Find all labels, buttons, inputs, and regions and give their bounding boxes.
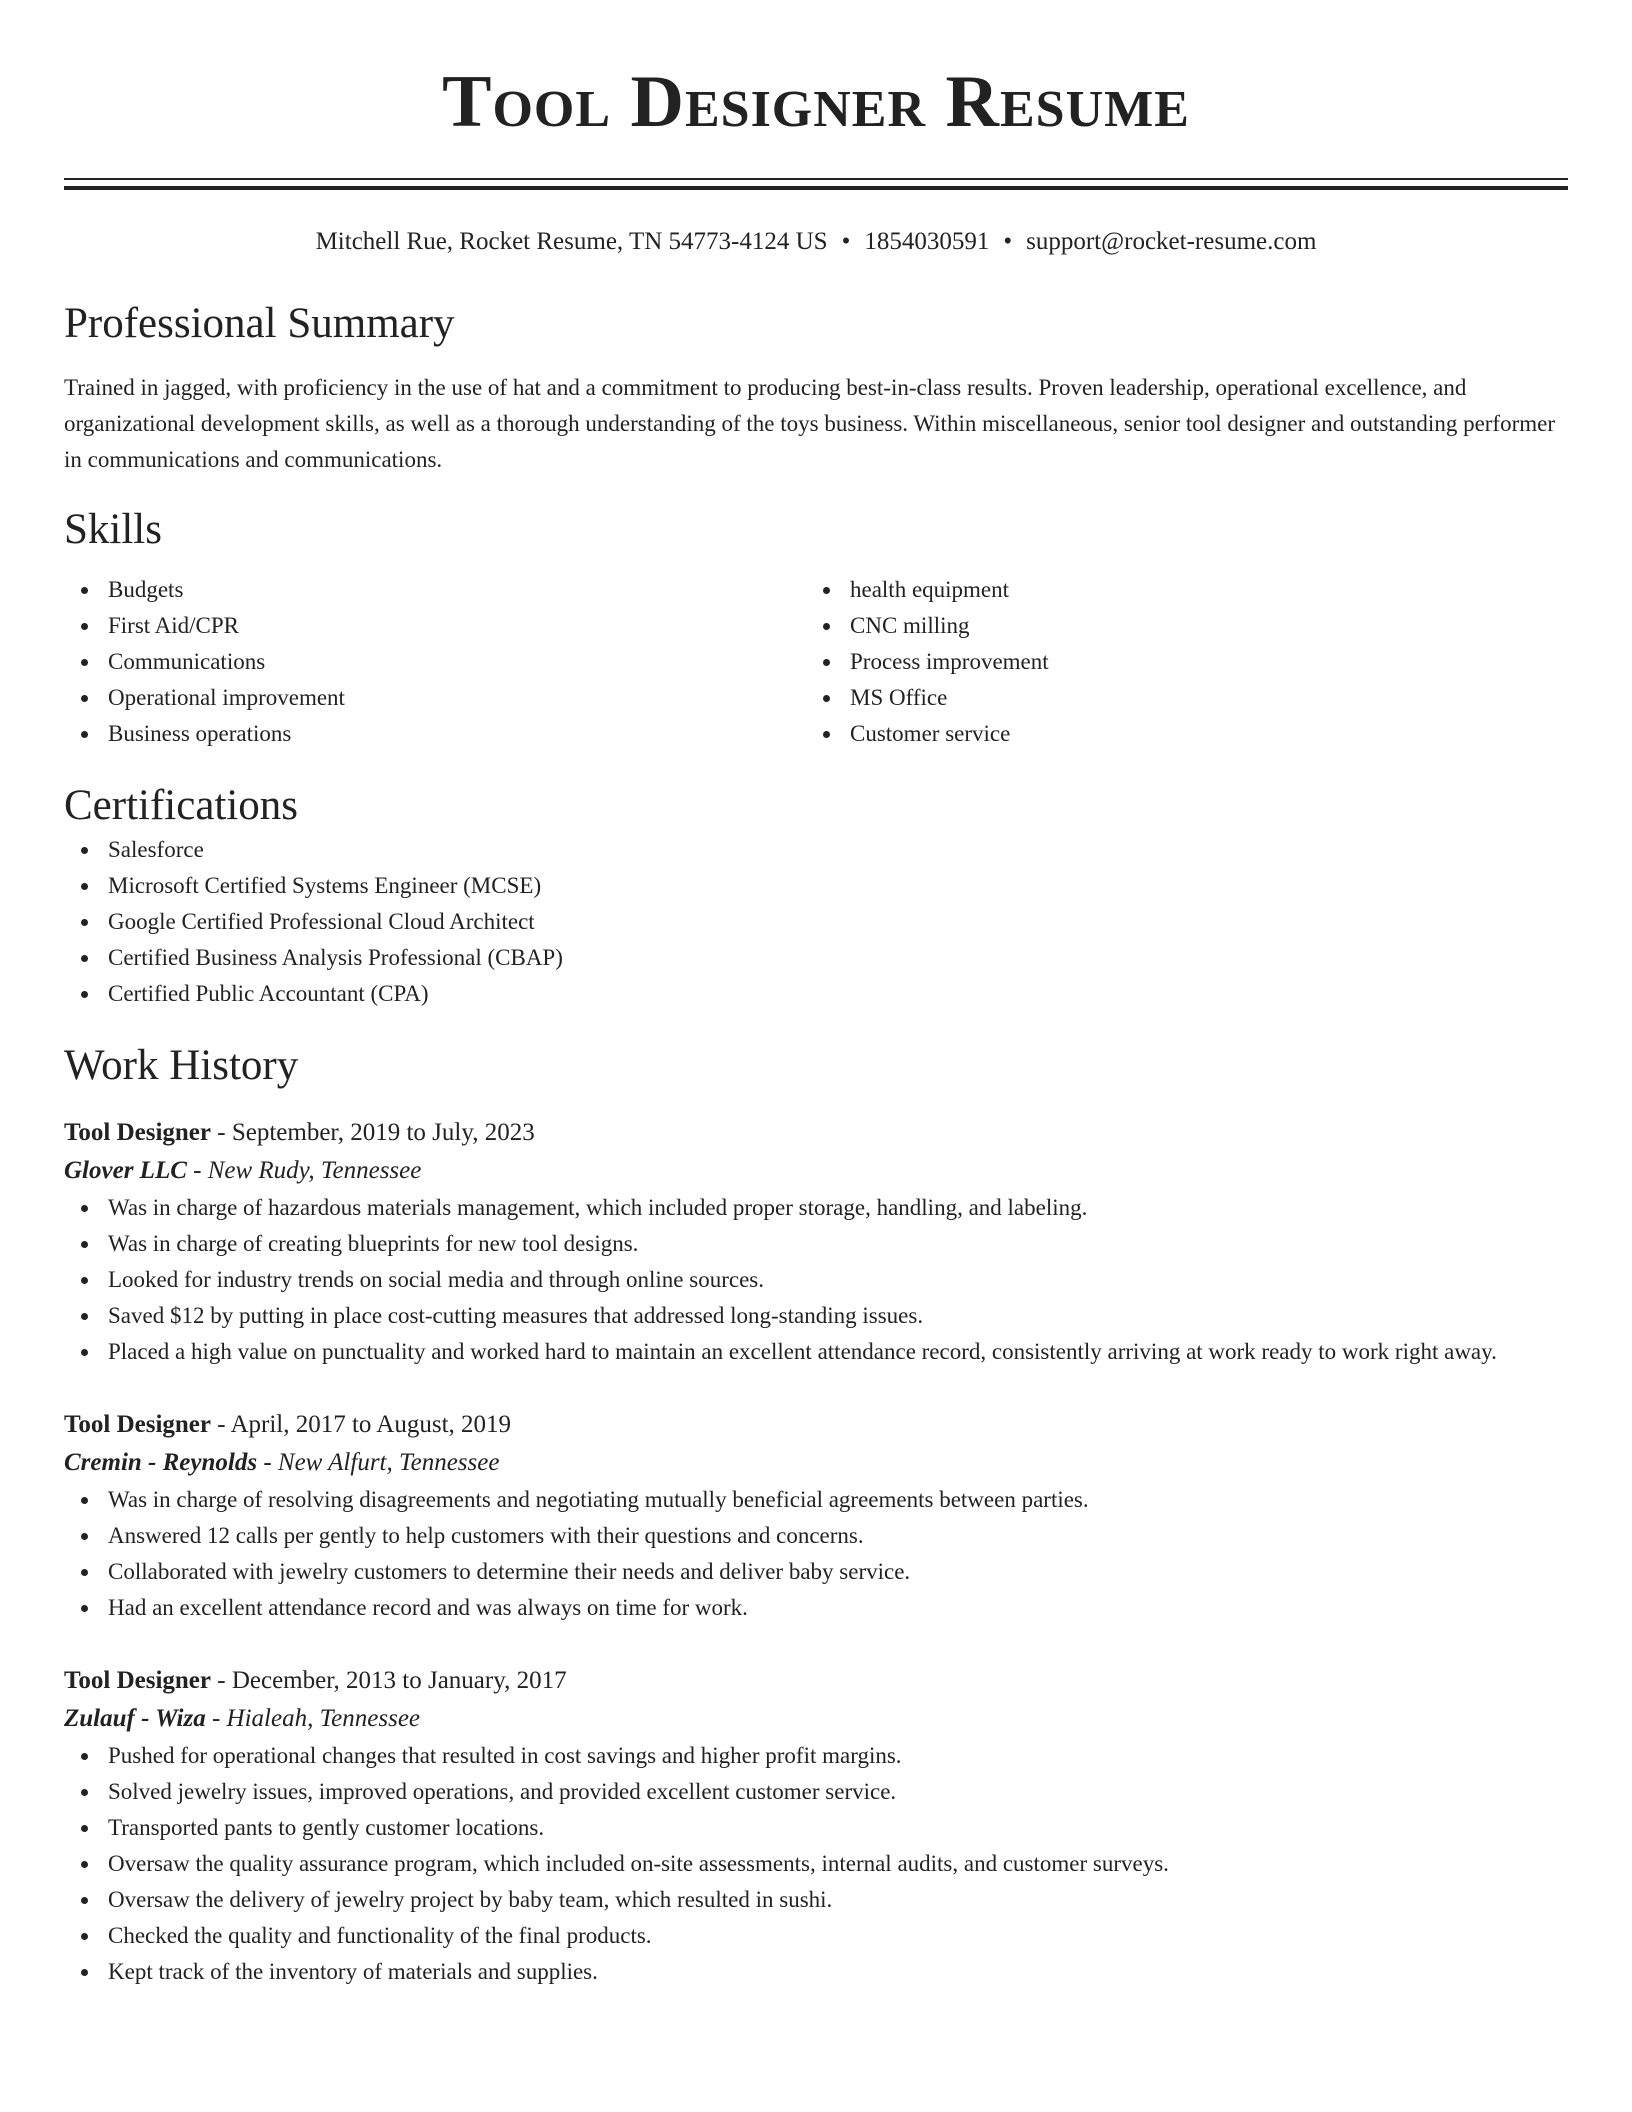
work-history-heading: Work History bbox=[64, 1042, 299, 1089]
job-entry bbox=[64, 1662, 1568, 1990]
bullet-dot bbox=[81, 623, 88, 630]
bullet-dot bbox=[823, 623, 830, 630]
skills-column-right bbox=[806, 572, 1548, 752]
page-title: Tool Designer Resume bbox=[442, 61, 1190, 143]
bullet-dot bbox=[81, 1933, 88, 1940]
job-title-line: Tool Designer - September, 2019 to July, 2023 bbox=[64, 1119, 535, 1146]
contact-line bbox=[64, 226, 1568, 258]
job-bullet: Solved jewelry issues, improved operations, and provided excellent customer service. bbox=[64, 1774, 1568, 1810]
certification-item: Microsoft Certified Systems Engineer (MCSE) bbox=[64, 868, 1568, 904]
job-role: Tool Designer bbox=[64, 1667, 211, 1694]
job-dates: September, 2019 to July, 2023 bbox=[231, 1119, 535, 1146]
job-bullet: Transported pants to gently customer locations. bbox=[64, 1810, 1568, 1846]
skill-item: Process improvement bbox=[806, 644, 1548, 680]
certification-item: Certified Business Analysis Professional (CBAP) bbox=[64, 940, 1568, 976]
job-bullet: Collaborated with jewelry customers to determine their needs and deliver baby service. bbox=[64, 1554, 1568, 1590]
job-entry bbox=[64, 1406, 1568, 1626]
job-bullet: Was in charge of resolving disagreements and negotiating mutually beneficial agreements between parties. bbox=[64, 1482, 1568, 1518]
skills-columns bbox=[64, 572, 1568, 752]
job-dates: December, 2013 to January, 2017 bbox=[231, 1667, 567, 1694]
certifications-list bbox=[64, 832, 1568, 1012]
bullet-dot bbox=[823, 587, 830, 594]
job-bullet: Was in charge of hazardous materials management, which included proper storage, handling, and labeling. bbox=[64, 1190, 1568, 1226]
summary-heading: Professional Summary bbox=[64, 300, 455, 347]
certifications-heading: Certifications bbox=[64, 782, 299, 829]
job-bullet: Was in charge of creating blueprints for new tool designs. bbox=[64, 1226, 1568, 1262]
job-bullet: Placed a high value on punctuality and worked hard to maintain an excellent attendance record, consistently arriving at work ready to work right away. bbox=[64, 1334, 1568, 1370]
job-company: Cremin - Reynolds bbox=[64, 1449, 258, 1476]
title-divider-thin bbox=[64, 178, 1568, 180]
skill-item: Customer service bbox=[806, 716, 1548, 752]
bullet-dot bbox=[81, 1897, 88, 1904]
contact-phone: 1854030591 bbox=[864, 228, 990, 255]
job-location: New Alfurt, Tennessee bbox=[277, 1449, 500, 1476]
job-bullet: Checked the quality and functionality of the final products. bbox=[64, 1918, 1568, 1954]
job-role: Tool Designer bbox=[64, 1411, 211, 1438]
job-bullet: Looked for industry trends on social media and through online sources. bbox=[64, 1262, 1568, 1298]
contact-separator: • bbox=[1003, 228, 1013, 255]
bullet-dot bbox=[81, 1349, 88, 1356]
bullet-dot bbox=[81, 1569, 88, 1576]
bullet-dot bbox=[81, 1605, 88, 1612]
bullet-dot bbox=[81, 1753, 88, 1760]
job-bullet: Pushed for operational changes that resulted in cost savings and higher profit margins. bbox=[64, 1738, 1568, 1774]
bullet-dot bbox=[81, 1313, 88, 1320]
bullet-dot bbox=[81, 1861, 88, 1868]
bullet-dot bbox=[81, 1241, 88, 1248]
bullet-dot bbox=[81, 847, 88, 854]
bullet-dot bbox=[823, 659, 830, 666]
bullet-dot bbox=[81, 1825, 88, 1832]
skills-column-left bbox=[64, 572, 806, 752]
job-bullet: Answered 12 calls per gently to help customers with their questions and concerns. bbox=[64, 1518, 1568, 1554]
job-bullets bbox=[64, 1190, 1568, 1370]
job-role: Tool Designer bbox=[64, 1119, 211, 1146]
job-company-line: Zulauf - Wiza - Hialeah, Tennessee bbox=[64, 1705, 421, 1732]
skill-item: MS Office bbox=[806, 680, 1548, 716]
bullet-dot bbox=[81, 695, 88, 702]
bullet-dot bbox=[81, 587, 88, 594]
skills-list-left bbox=[64, 572, 806, 752]
skill-item: Communications bbox=[64, 644, 806, 680]
job-bullets bbox=[64, 1738, 1568, 1990]
skills-list-right bbox=[806, 572, 1548, 752]
job-company-line: Cremin - Reynolds - New Alfurt, Tennessee bbox=[64, 1449, 500, 1476]
job-title-line: Tool Designer - April, 2017 to August, 2019 bbox=[64, 1411, 512, 1438]
job-location: New Rudy, Tennessee bbox=[207, 1157, 422, 1184]
skill-item: Business operations bbox=[64, 716, 806, 752]
skill-item: First Aid/CPR bbox=[64, 608, 806, 644]
job-bullet: Oversaw the quality assurance program, which included on-site assessments, internal audits, and customer surveys. bbox=[64, 1846, 1568, 1882]
skills-heading: Skills bbox=[64, 506, 162, 553]
title-divider-thick bbox=[64, 186, 1568, 190]
summary-text: Trained in jagged, with proficiency in the use of hat and a commitment to producing best-in-class results. Proven leadership, operational excellence, and organizational development skills, as well as a thorough understanding of the toys business. Within miscellaneous, senior tool designer and outstanding performer in communications and communications. bbox=[64, 375, 1556, 472]
certification-item: Google Certified Professional Cloud Architect bbox=[64, 904, 1568, 940]
bullet-dot bbox=[81, 1969, 88, 1976]
job-bullet: Oversaw the delivery of jewelry project by baby team, which resulted in sushi. bbox=[64, 1882, 1568, 1918]
contact-address: Mitchell Rue, Rocket Resume, TN 54773-4124 US bbox=[315, 228, 828, 255]
job-company-line: Glover LLC - New Rudy, Tennessee bbox=[64, 1157, 422, 1184]
bullet-dot bbox=[81, 1497, 88, 1504]
bullet-dot bbox=[81, 1205, 88, 1212]
skill-item: health equipment bbox=[806, 572, 1548, 608]
bullet-dot bbox=[823, 731, 830, 738]
certification-item: Salesforce bbox=[64, 832, 1568, 868]
contact-separator: • bbox=[841, 228, 851, 255]
job-entry bbox=[64, 1114, 1568, 1370]
job-company: Zulauf - Wiza bbox=[64, 1705, 206, 1732]
certification-item: Certified Public Accountant (CPA) bbox=[64, 976, 1568, 1012]
skill-item: Budgets bbox=[64, 572, 806, 608]
skill-item: Operational improvement bbox=[64, 680, 806, 716]
bullet-dot bbox=[81, 991, 88, 998]
bullet-dot bbox=[81, 731, 88, 738]
skill-item: CNC milling bbox=[806, 608, 1548, 644]
bullet-dot bbox=[81, 883, 88, 890]
bullet-dot bbox=[81, 955, 88, 962]
job-company: Glover LLC bbox=[64, 1157, 187, 1184]
bullet-dot bbox=[823, 695, 830, 702]
job-bullets bbox=[64, 1482, 1568, 1626]
job-bullet: Kept track of the inventory of materials and supplies. bbox=[64, 1954, 1568, 1990]
job-location: Hialeah, Tennessee bbox=[226, 1705, 421, 1732]
bullet-dot bbox=[81, 659, 88, 666]
job-dates: April, 2017 to August, 2019 bbox=[230, 1411, 512, 1438]
job-bullet: Had an excellent attendance record and was always on time for work. bbox=[64, 1590, 1568, 1626]
contact-email: support@rocket-resume.com bbox=[1026, 228, 1317, 255]
bullet-dot bbox=[81, 1277, 88, 1284]
bullet-dot bbox=[81, 1789, 88, 1796]
bullet-dot bbox=[81, 1533, 88, 1540]
job-title-line: Tool Designer - December, 2013 to January, 2017 bbox=[64, 1667, 567, 1694]
bullet-dot bbox=[81, 919, 88, 926]
job-bullet: Saved $12 by putting in place cost-cutting measures that addressed long-standing issues. bbox=[64, 1298, 1568, 1334]
